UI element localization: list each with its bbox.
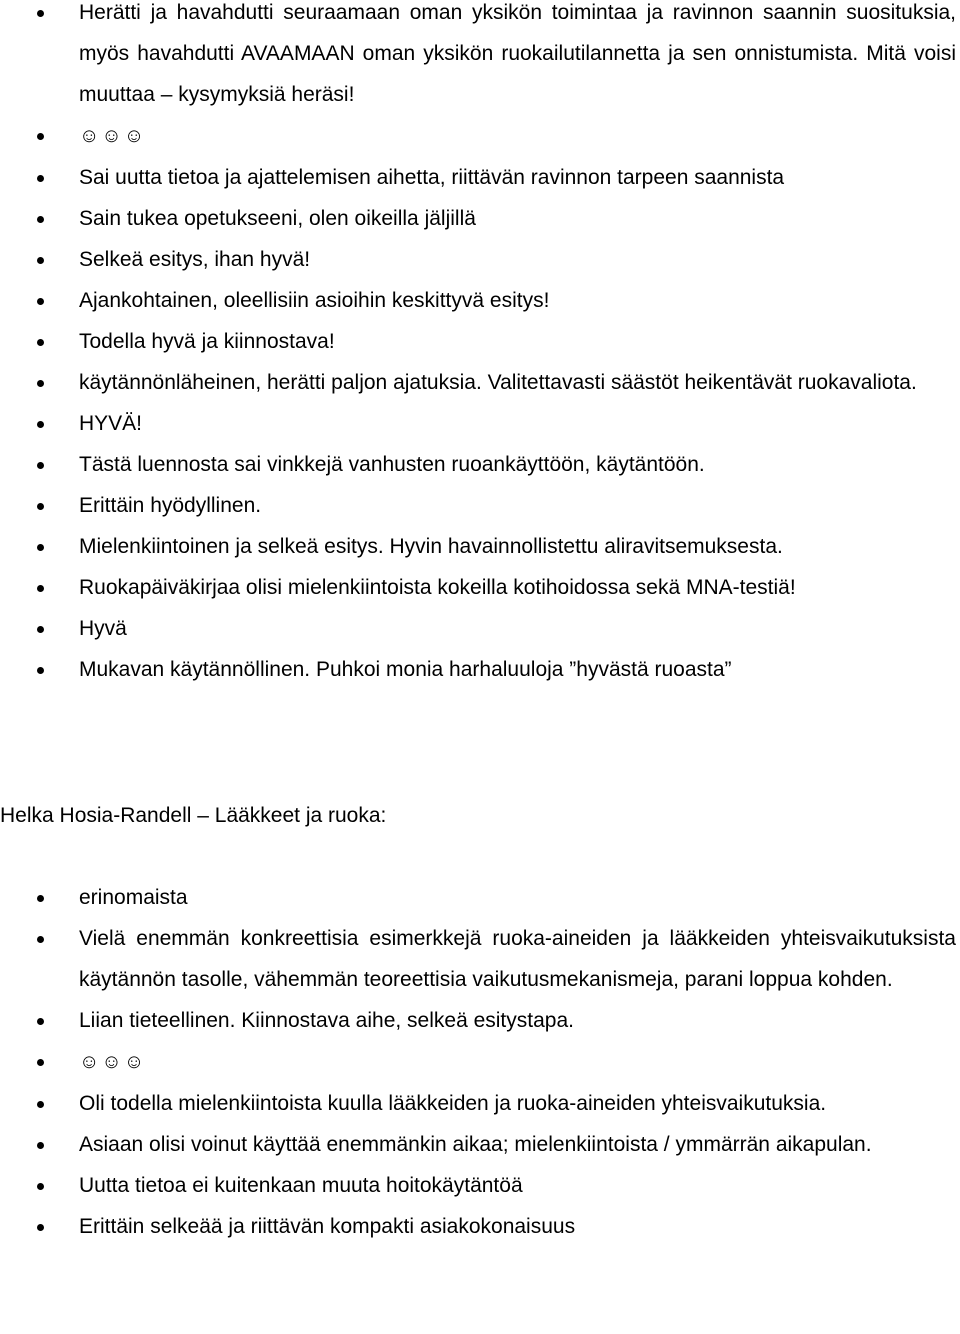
bullet-icon [37,667,44,674]
bullet-icon [37,895,44,902]
list-item [0,280,960,321]
smiley-icon: ☺☺☺ [79,125,147,147]
bullet-icon [37,1059,44,1066]
list-item [0,1165,960,1206]
list-item [0,1124,960,1165]
smiley-icon: ☺☺☺ [79,1051,147,1073]
feedback-text: Tästä luennosta sai vinkkejä vanhusten ruoankäyttöön, käytäntöön. [79,453,705,476]
bullet-icon [37,10,44,17]
list-item [0,0,960,115]
feedback-text: Vielä enemmän konkreettisia esimerkkejä ruoka-aineiden ja lääkkeiden yhteisvaikutuksista käytännön tasolle, vähemmän teoreettisia vaikutusmekanismeja, parani loppua kohden. [79,927,956,991]
feedback-list-second [0,877,960,1247]
list-item [0,485,960,526]
bullet-icon [37,462,44,469]
list-item [0,1083,960,1124]
list-item [0,567,960,608]
list-item [0,1206,960,1247]
feedback-text: Selkeä esitys, ihan hyvä! [79,248,311,271]
feedback-text: käytännönläheinen, herätti paljon ajatuksia. Valitettavasti säästöt heikentävät ruokavaliota. [79,371,917,394]
bullet-icon [37,216,44,223]
bullet-icon [37,175,44,182]
feedback-text: Asiaan olisi voinut käyttää enemmänkin aikaa; mielenkiintoista / ymmärrän aikapulan. [79,1133,872,1156]
list-item [0,239,960,280]
bullet-icon [37,339,44,346]
bullet-icon [37,298,44,305]
feedback-text: Todella hyvä ja kiinnostava! [79,330,335,353]
bullet-icon [37,133,44,140]
list-item [0,444,960,485]
bullet-icon [37,585,44,592]
list-item [0,198,960,239]
bullet-icon [37,936,44,943]
feedback-text: Erittäin selkeää ja riittävän kompakti asiakokonaisuus [79,1215,576,1238]
bullet-icon [37,1224,44,1231]
feedback-text: Oli todella mielenkiintoista kuulla lääkkeiden ja ruoka-aineiden yhteisvaikutuksia. [79,1092,827,1115]
bullet-icon [37,421,44,428]
list-item [0,362,960,403]
list-item [0,157,960,198]
feedback-text: Erittäin hyödyllinen. [79,494,262,517]
feedback-text: erinomaista [79,886,188,909]
list-item [0,649,960,690]
section-heading: Helka Hosia-Randell – Lääkkeet ja ruoka: [0,804,387,827]
list-item [0,1041,960,1083]
list-item [0,403,960,444]
bullet-icon [37,1142,44,1149]
list-item [0,321,960,362]
list-item [0,115,960,157]
list-item [0,526,960,567]
bullet-icon [37,1101,44,1108]
feedback-text: Ajankohtainen, oleellisiin asioihin keskittyvä esitys! [79,289,550,312]
feedback-text: Herätti ja havahdutti seuraamaan oman yksikön toimintaa ja ravinnon saannin suosituksia, myös havahdutti AVAAMAAN oman yksikön ruokailutilannetta ja sen onnistumista. Mitä voisi muuttaa – kysymyksiä heräsi! [79,1,956,106]
bullet-icon [37,626,44,633]
list-item [0,877,960,918]
bullet-icon [37,1018,44,1025]
feedback-text: Hyvä [79,617,127,640]
bullet-icon [37,1183,44,1190]
list-item [0,608,960,649]
feedback-text: Mielenkiintoinen ja selkeä esitys. Hyvin havainnollistettu aliravitsemuksesta. [79,535,783,558]
feedback-text: Sai uutta tietoa ja ajattelemisen aihetta, riittävän ravinnon tarpeen saannista [79,166,785,189]
feedback-text: Uutta tietoa ei kuitenkaan muuta hoitokäytäntöä [79,1174,523,1197]
list-item [0,918,960,1000]
bullet-icon [37,257,44,264]
bullet-icon [37,544,44,551]
feedback-text: Mukavan käytännöllinen. Puhkoi monia harhaluuloja ”hyvästä ruoasta” [79,658,732,681]
bullet-icon [37,503,44,510]
list-item [0,1000,960,1041]
feedback-text: Ruokapäiväkirjaa olisi mielenkiintoista kokeilla kotihoidossa sekä MNA-testiä! [79,576,796,599]
feedback-text: Sain tukea opetukseeni, olen oikeilla jäljillä [79,207,476,230]
bullet-icon [37,380,44,387]
feedback-text: HYVÄ! [79,412,143,435]
feedback-text: Liian tieteellinen. Kiinnostava aihe, selkeä esitystapa. [79,1009,574,1032]
